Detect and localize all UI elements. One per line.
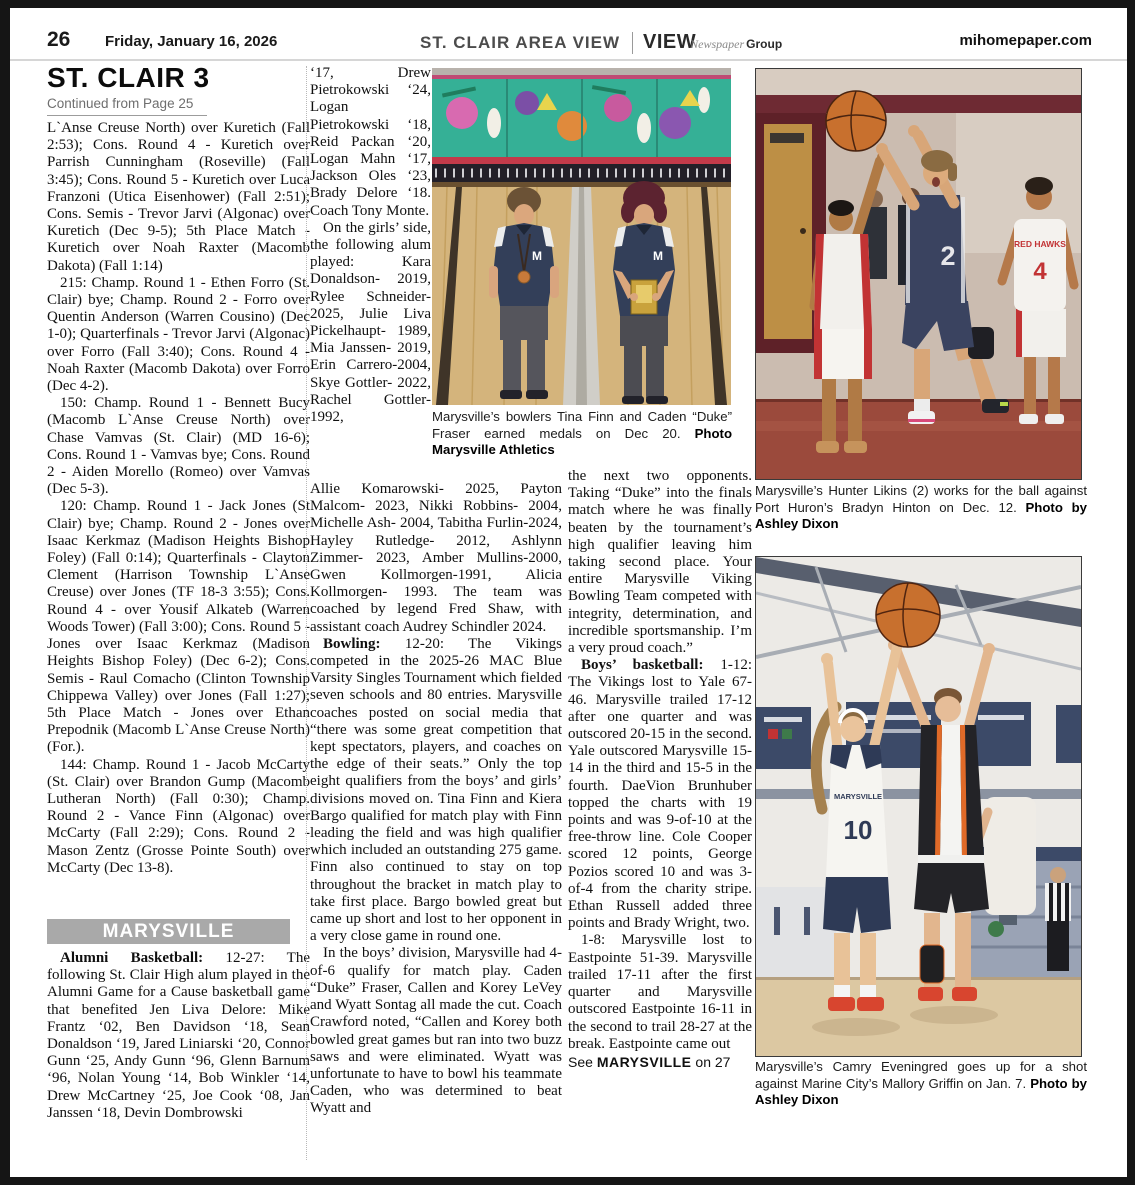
boys-basketball-caption <box>755 483 1087 533</box>
boys-basketball-para <box>568 657 752 932</box>
masthead-divider <box>632 32 633 54</box>
bowling-lead: Bowling: <box>323 635 381 652</box>
boys-basketball-text: 1-12: The Vikings lost to Yale 67-46. Marysville trailed 17-12 after one quarter and was outscored 20-15 in the second. Yale outscored Marysville 15-14 in the third and 15-5 in the fourth. DaeVion Brunhuber topped the charts with 19 points and was 9-of-10 at the free-throw line. Cole Cooper scored 12 points, George Pozios scored 10 and was 3-of-4 from the charity stripe. Ethan Russell added three points and Brady Wright, two. <box>568 657 752 932</box>
column-2-narrow <box>310 65 431 481</box>
boys-division-para: In the boys’ division, Marysville had 4-of-6 qualify for match play. Caden “Duke” Fraser, Callen and Korey LeVey and Wyatt Sontag all made the cut. Coach Crawford noted, “Callen and Korey both bowled great games but ran into two buzz saws and were eliminated. Wyatt was unfortunate to have to bowl his teammate Caden, who was determined to beat Wyatt and <box>310 945 562 1117</box>
jersey-logo-right: M <box>653 249 663 263</box>
column-3 <box>568 468 752 1160</box>
bowlers-caption-credit: Photo Marysville Athletics <box>432 425 732 458</box>
boys-basketball-photo <box>755 68 1082 480</box>
wrestling-para-144: 144: Champ. Round 1 - Jacob McCarty (St. Clair) over Brandon Gump (Macomb Lutheran North) (Fall 0:30); Champ. Round 2 - Vance Finn (Algonac) over McCarty (Fall 2:29); Cons. Round 2 - Mason Zentz (Grosse Pointe South) over McCarty (Dec 13-8). <box>47 756 310 876</box>
boys-basketball-lead: Boys’ basketball: <box>581 657 704 674</box>
website-url: mihomepaper.com <box>959 32 1092 49</box>
girls-alumni-continued-para: Allie Komarowski- 2025, Payton Malcom- 2023, Nikki Robbins- 2004, Michelle Ash- 2004, Tabitha Furlin-2024, Hayley Rutledge- 2012, Ashlynn Zimmer- 2023, Amber Mullins-2000, Gwen Kollmorgen-1991, Alicia Kollmorgen- 1993. The team was coached by legend Fred Shaw, with assistant coach Audrey Schindler 2024. <box>310 481 562 635</box>
jump-word: MARYSVILLE <box>596 1053 692 1070</box>
bowlers-caption <box>432 409 732 459</box>
marysville-section-banner: MARYSVILLE <box>47 919 290 944</box>
jump-line <box>568 1054 752 1071</box>
jump-pre: See <box>568 1053 597 1070</box>
boys-caption-credit: Photo by Ashley Dixon <box>755 499 1087 532</box>
wrestling-para-285: L`Anse Creuse North) over Kuretich (Fall 2:53); Cons. Round 4 - Kuretich over Parrish Cunningham (Roseville) (Fall 3:45); Cons. Round 5 - Kuretich over Luca Franzoni (Utica Eisenhower) (Fall 2:51); Cons. Semis - Trevor Jarvi (Algonac) over Kuretich (Dec 9-5); 5th Place Match - Kuretich over Noah Raxter (Macomb Dakota) (Fall 1:14) <box>47 120 310 274</box>
masthead-title: ST. CLAIR AREA VIEW <box>420 33 621 52</box>
issue-date: Friday, January 16, 2026 <box>105 33 278 50</box>
marysville-jersey-number: 2 <box>940 241 956 271</box>
masthead-brand-group: Group <box>746 37 783 51</box>
bowlers-photo <box>432 68 731 405</box>
wrestling-para-150: 150: Champ. Round 1 - Bennett Bucy (Macomb L`Anse Creuse North) over Chase Vamvas (St. Clair) (MD 16-6); Cons. Round 1 - Vamvas bye; Cons. Round 2 - Aiden Morello (Romeo) over Vamvas (Dec 5-3). <box>47 395 310 498</box>
page-number: 26 <box>47 28 71 51</box>
red-hawks-jersey-text: RED HAWKS <box>1014 239 1066 249</box>
girls-alumni-para: On the girls’ side, the following alum played: Kara Donaldson- 2019, Rylee Schneider- 2025, Julie Liva Pickelhaupt- 1989, Mia Janssen- 2019, Erin Carrero-2004, Skye Gottler- 2022, Rachel Gottler- 1992, <box>310 219 431 426</box>
boys-caption-text: Marysville’s Hunter Likins (2) works for the ball against Port Huron’s Bradyn Hinton on Dec. 12. <box>755 483 1087 515</box>
girls-caption-text: Marysville’s Camry Eveningred goes up for a shot against Marine City’s Mallory Griffin on Jan. 7. <box>755 1059 1087 1091</box>
girls-caption-credit: Photo by Ashley Dixon <box>755 1075 1087 1108</box>
masthead-brand: VIEW <box>643 31 697 53</box>
girls-jersey-number: 10 <box>843 815 873 845</box>
eastpointe-para: 1-8: Marysville lost to Eastpointe 51-39. Marysville trailed 17-11 after the first quarter and Marysville outscored Eastpointe 16-11 in the second to trail 28-27 at the break. Eastpointe came out <box>568 932 752 1052</box>
wrestling-para-120: 120: Champ. Round 1 - Jack Jones (St Clair) bye; Champ. Round 2 - Jones over Isaac Kerkmaz (Madison Heights Bishop Foley) (Fall 0:14); Quarterfinals - Clayton Clement (Harrison Township L`Anse Creuse) over Jones (TF 18-3 3:55); Cons. Round 4 - over Yousif Alkateb (Warren Woods Tower) (Fall 3:00); Cons. Round 5 - Jones over Isaac Kerkmaz (Madison Heights Bishop Foley) (Dec 6-2); Cons. Semis - Raul Comacho (Clinton Township Chippewa Valley) over Jones (Fall 1:27); 5th Place Match - Jones over Ethan Prepodnik (Macomb L`Anse Creuse North) (For.). <box>47 498 310 756</box>
alumni-text: 12-27: The following St. Clair High alum played in the Alumni Game for a Cause basketball game that benefited Jen Liva Delore: Mike Frantz ‘02, Ben Davidson ‘18, Sean Donaldson ‘19, Jared Liniarski ‘20, Connor Gunn ‘25, Andy Gunn ‘96, Glenn Barnum ‘96, Nolan Young ‘14, Bob Winkler ‘14, Drew McCartney ‘25, Joe Cook ‘08, Jan Janssen ‘18, Devin Dombrowski <box>47 950 310 1121</box>
boys-basketball-photo-art <box>756 69 1081 479</box>
masthead <box>420 31 782 54</box>
article-title: ST. CLAIR 3 <box>47 62 210 93</box>
girls-basketball-caption <box>755 1059 1087 1109</box>
bowling-para <box>310 636 562 946</box>
alumni-continued-para: ‘17, Drew Pietrokowski ‘24, Logan Pietrokowski ‘18, Reid Packan ‘20, Logan Mahn ‘17, Jackson Oles ‘23, Brady Delore ‘18. Coach Tony Monte. <box>310 65 431 219</box>
column-2-wide <box>310 481 562 1161</box>
masthead-brand-script: Newspaper <box>690 37 745 51</box>
jump-post: on 27 <box>691 1053 731 1070</box>
bowlers-photo-art <box>432 68 731 405</box>
bowlers-caption-text: Marysville’s bowlers Tina Finn and Caden “Duke” Fraser earned medals on Dec 20. <box>432 409 732 441</box>
column-1 <box>47 120 310 916</box>
red-hawks-jersey-number: 4 <box>1033 258 1047 285</box>
continued-from-line: Continued from Page 25 <box>47 96 194 111</box>
header-rule <box>10 59 1127 61</box>
alumni-lead: Alumni Basketball: <box>60 950 204 966</box>
girls-basketball-photo-art <box>756 557 1081 1056</box>
girls-basketball-photo <box>755 556 1082 1057</box>
jersey-logo-left: M <box>532 249 542 263</box>
wrestling-para-215: 215: Champ. Round 1 - Ethen Forro (St. Clair) bye; Champ. Round 2 - Forro over Quentin Anderson (Warren Cousino) (Dec 1-0); Quarterfinals - Trevor Jarvi (Algonac) over Forro (Fall 3:40); Cons. Round 4 - Noah Raxter (Macomb Dakota) over Forro (Dec 4-2). <box>47 274 310 395</box>
girls-jersey-team-text: MARYSVILLE <box>833 792 883 801</box>
column-rule <box>306 66 307 1160</box>
bowling-continued-para: the next two opponents. Taking “Duke” into the finals match where he was finally beaten by the tournament’s high qualifier leaving him taking second place. Your entire Marysville Viking Bowling Team competed with integrity, determination, and incredible sportsmanship. I’m a very proud coach.” <box>568 468 752 657</box>
bowling-text: 12-20: The Vikings competed in the 2025-26 MAC Blue Varsity Singles Tournament which fielded seven schools and 80 entries. Marysville coaches posted on social media that “there was some great competition that kept spectators, players, and coaches on the edge of their seats.” Only the top eight qualifiers from the boys’ and girls’ divisions moved on. Tina Finn and Kiera Bargo qualified for match play with Finn leading the field and was high qualifier which included an outstanding 275 game. Finn also continued to stay on top throughout the bracket in match play to take first place. Bargo bowled great but came up short and lost to her opponent in a very close game in round one. <box>310 635 562 945</box>
alumni-para <box>47 950 310 1122</box>
title-rule <box>47 115 207 116</box>
alumni-basketball-paragraph <box>47 950 310 1162</box>
